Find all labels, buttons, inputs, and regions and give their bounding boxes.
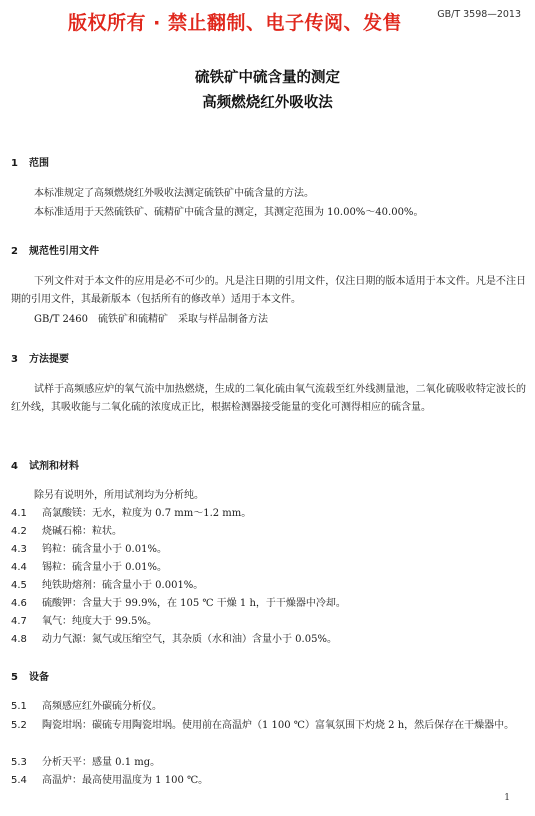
section-2-heading xyxy=(11,242,99,257)
list-item: 4.5 纯铁助熔剂：硫含量小于 0.001%。 xyxy=(11,580,204,591)
list-item: 4.3 钨粒：硫含量小于 0.01%。 xyxy=(11,544,167,555)
list-item: 4.1 高氯酸镁：无水，粒度为 0.7 mm～1.2 mm。 xyxy=(11,508,252,519)
method-summary-paragraph: 试样于高频感应炉的氧气流中加热燃烧，生成的二氧化硫由氧气流载至红外线测量池，二氧化硫吸收特定波长的红外线，其吸收能与二氧化硫的浓度成正比，根据检测器接受能量的变化可测得相应的硫含量。 xyxy=(11,384,526,413)
reference-item: GB/T 2460 硫铁矿和硫精矿 采取与样品制备方法 xyxy=(34,314,269,325)
doc-title-line1: 硫铁矿中硫含量的测定 xyxy=(195,70,340,86)
reagents-intro: 除另有说明外，所用试剂均为分析纯。 xyxy=(34,490,204,501)
section-title: 范围 xyxy=(29,158,49,169)
section-4-heading xyxy=(11,457,79,472)
list-item: 5.2 陶瓷坩埚：碳硫专用陶瓷坩埚。使用前在高温炉（1 100 ℃）富氧氛围下灼烧 2 h，然后保存在干燥器中。 xyxy=(11,720,515,731)
section-title: 设备 xyxy=(29,672,49,683)
list-item: 4.4 锡粒：硫含量小于 0.01%。 xyxy=(11,562,167,573)
list-item: 5.4 高温炉：最高使用温度为 1 100 ℃。 xyxy=(11,775,209,786)
normative-refs-paragraph: 下列文件对于本文件的应用是必不可少的。凡是注日期的引用文件，仅注日期的版本适用于本文件。凡是不注日期的引用文件，其最新版本（包括所有的修改单）适用于本文件。 xyxy=(11,276,526,305)
section-title: 试剂和材料 xyxy=(29,461,79,472)
section-3-heading xyxy=(11,350,69,365)
list-item: 4.2 烧碱石棉：粒状。 xyxy=(11,526,122,537)
standard-number: GB/T 3598—2013 xyxy=(437,9,521,20)
list-item: 5.3 分析天平：感量 0.1 mg。 xyxy=(11,757,161,768)
doc-title-line2: 高频燃烧红外吸收法 xyxy=(202,95,333,111)
list-item: 5.1 高频感应红外碳硫分析仪。 xyxy=(11,701,162,712)
section-title: 规范性引用文件 xyxy=(29,246,99,257)
scope-line-1: 本标准规定了高频燃烧红外吸收法测定硫铁矿中硫含量的方法。 xyxy=(34,188,314,199)
list-item: 4.7 氧气：纯度大于 99.5%。 xyxy=(11,616,157,627)
section-title: 方法提要 xyxy=(29,354,69,365)
section-number: 3 xyxy=(11,354,18,365)
section-number: 2 xyxy=(11,246,18,257)
section-1-heading xyxy=(11,154,49,169)
scope-line-2: 本标准适用于天然硫铁矿、硫精矿中硫含量的测定，其测定范围为 10.00%～40.00%。 xyxy=(34,207,424,218)
section-number: 4 xyxy=(11,461,18,472)
page-number: 1 xyxy=(504,793,510,803)
section-number: 5 xyxy=(11,672,18,683)
list-item: 4.6 硫酸钾：含量大于 99.9%，在 105 ℃ 干燥 1 h，于干燥器中冷却。 xyxy=(11,598,346,609)
list-item: 4.8 动力气源：氮气或压缩空气，其杂质（水和油）含量小于 0.05%。 xyxy=(11,634,337,645)
copyright-watermark: 版权所有 · 禁止翻制、电子传阅、发售 xyxy=(68,12,402,34)
section-number: 1 xyxy=(11,158,18,169)
section-5-heading xyxy=(11,668,49,683)
